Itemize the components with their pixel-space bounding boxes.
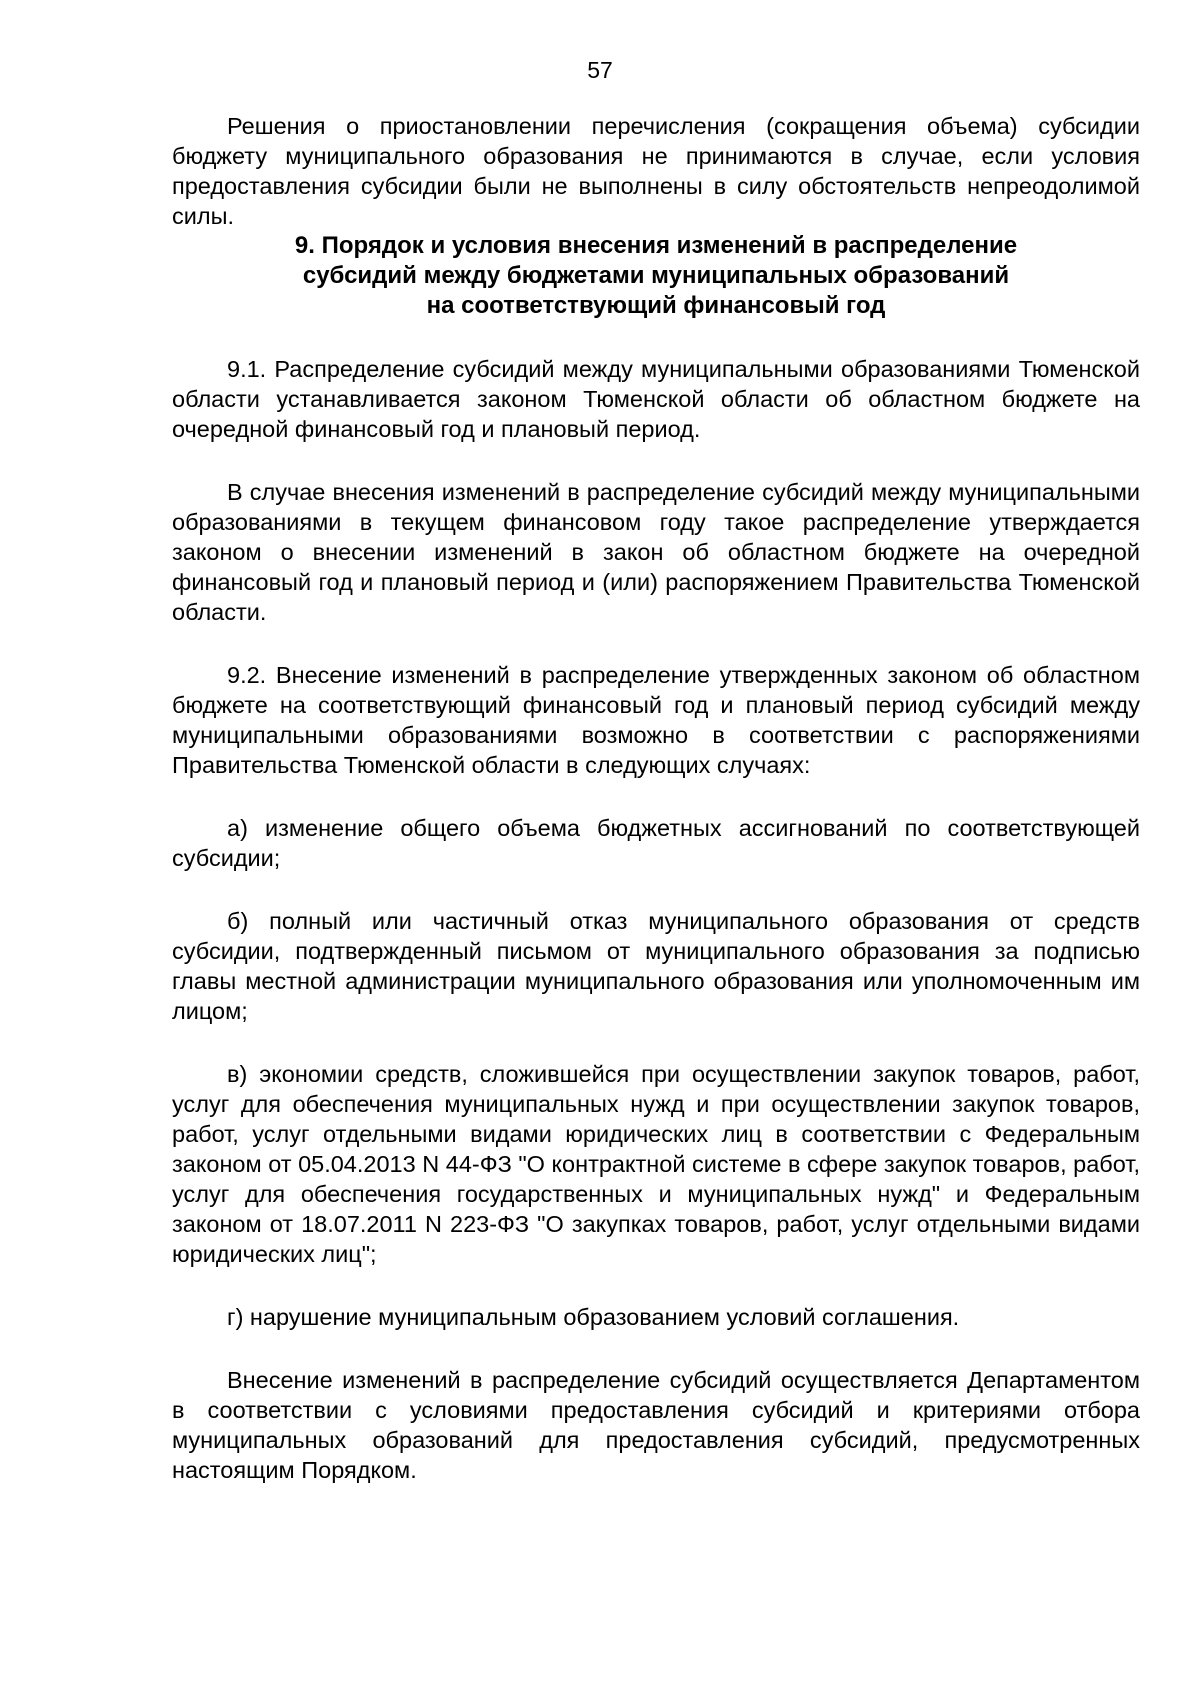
page-number: 57	[587, 57, 613, 83]
list-item-g: г) нарушение муниципальным образованием условий соглашения.	[227, 1304, 960, 1330]
paragraph-amendment-case: В случае внесения изменений в распределение субсидий между муниципальными образованиями в текущем финансовом году такое распределение утверждается законом о внесении изменений в закон об областном бюджете на очередной финансовый год и плановый период и (или) распоряжением Правительства Тюменской области.	[172, 479, 1140, 625]
section-heading-line: на соответствующий финансовый год	[426, 292, 886, 319]
paragraph-9-2: 9.2. Внесение изменений в распределение утвержденных законом об областном бюджете на соответствующий финансовый год и плановый период субсидий между муниципальными образованиями возможно в соответствии с распоряжениями Правительства Тюменской области в следующих случаях:	[172, 662, 1140, 778]
list-item-b: б) полный или частичный отказ муниципального образования от средств субсидии, подтвержденный письмом от муниципального образования за подписью главы местной администрации муниципального образования или уполномоченным им лицом;	[172, 908, 1140, 1024]
section-heading	[231, 231, 1081, 321]
paragraph-9-1: 9.1. Распределение субсидий между муниципальными образованиями Тюменской области устанавливается законом Тюменской области об областном бюджете на очередной финансовый год и плановый период.	[172, 356, 1140, 442]
closing-paragraph: Внесение изменений в распределение субсидий осуществляется Департаментом в соответствии с условиями предоставления субсидий и критериями отбора муниципальных образований для предоставления субсидий, предусмотренных настоящим Порядком.	[172, 1367, 1140, 1483]
intro-paragraph: Решения о приостановлении перечисления (сокращения объема) субсидии бюджету муниципального образования не принимаются в случае, если условия предоставления субсидии были не выполнены в силу обстоятельств непреодолимой силы.	[172, 113, 1140, 229]
document-body	[172, 111, 1140, 1485]
list-item-v: в) экономии средств, сложившейся при осуществлении закупок товаров, работ, услуг для обеспечения муниципальных нужд и при осуществлении закупок товаров, работ, услуг отдельными видами юридических лиц в соответствии с Федеральным законом от 05.04.2013 N 44-ФЗ "О контрактной системе в сфере закупок товаров, работ, услуг для обеспечения государственных и муниципальных нужд" и Федеральным законом от 18.07.2011 N 223-ФЗ "О закупках товаров, работ, услуг отдельными видами юридических лиц";	[172, 1061, 1140, 1267]
list-item-a: а) изменение общего объема бюджетных ассигнований по соответствующей субсидии;	[172, 815, 1140, 871]
section-heading-line: 9. Порядок и условия внесения изменений в распределение	[294, 232, 1018, 259]
section-heading-line: субсидий между бюджетами муниципальных образований	[302, 262, 1010, 289]
